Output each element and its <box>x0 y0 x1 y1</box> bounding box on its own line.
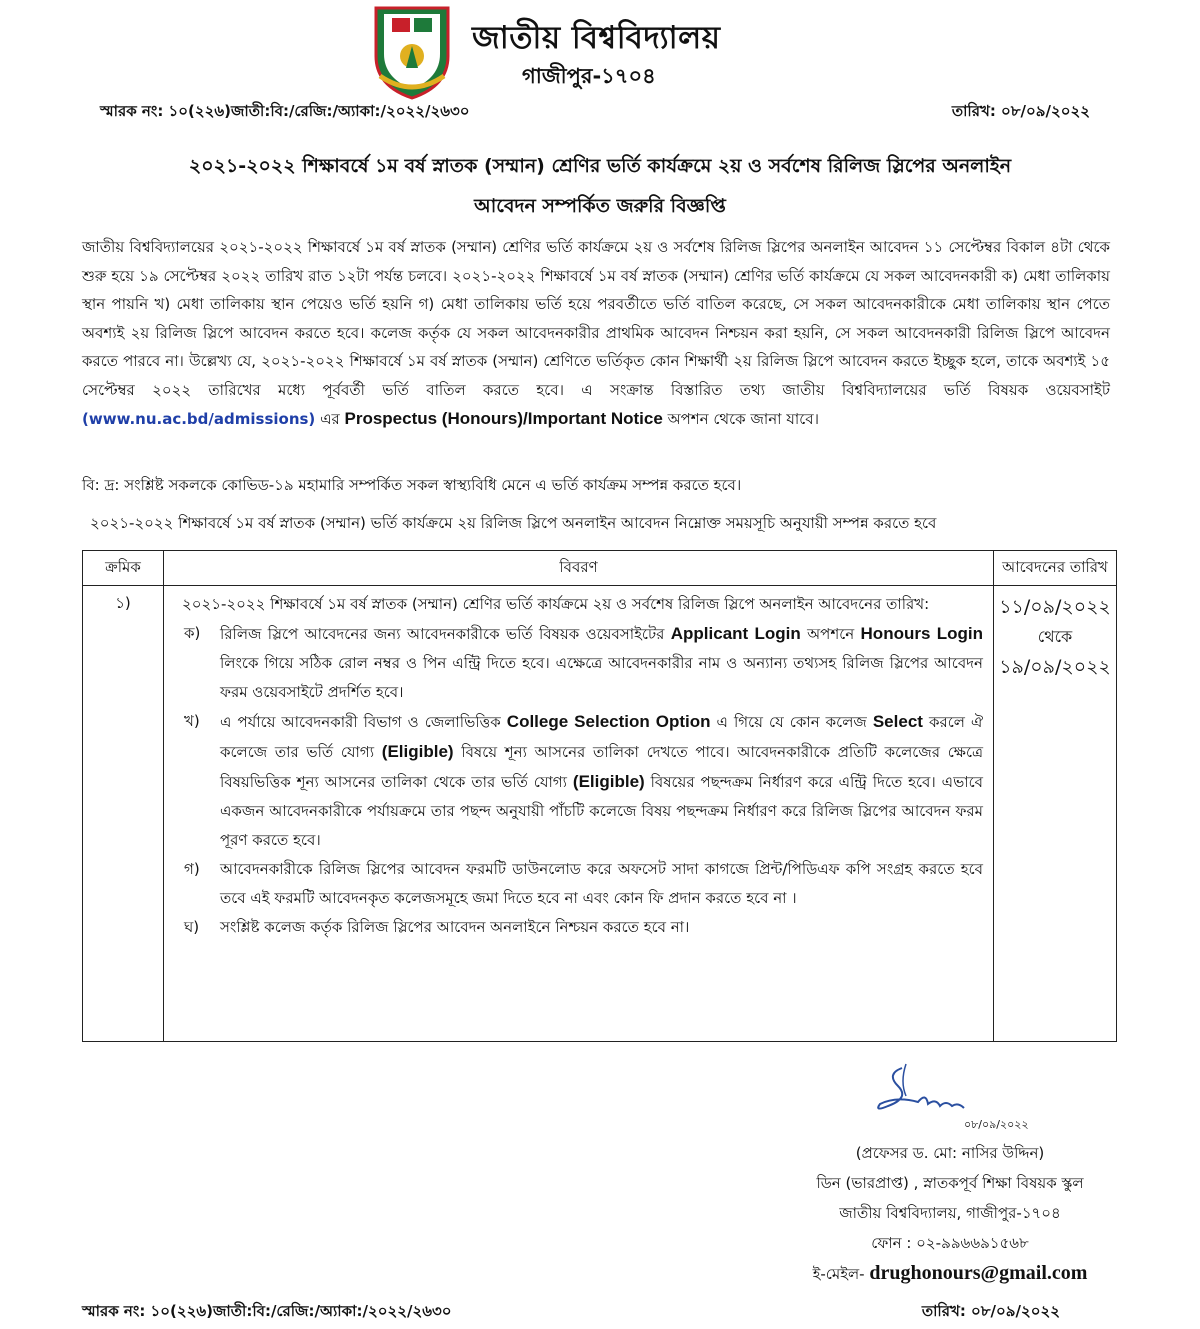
row-intro: ২০২১-২০২২ শিক্ষাবর্ষে ১ম বর্ষ স্নাতক (সম্মান) শ্রেণির ভর্তি কার্যক্রমে ২য় ও সর্বশেষ রিলিজ স্লিপে অনলাইন আবেদনের তারিখ: <box>182 595 930 613</box>
link-suffix-2: অপশন থেকে জানা যাবে। <box>662 409 820 428</box>
college-selection-text: College Selection Option <box>506 712 711 731</box>
list-item <box>182 855 983 913</box>
list-item <box>182 707 983 855</box>
honours-login-text: Honours Login <box>860 624 983 643</box>
signatory-institution: জাতীয় বিশ্ববিদ্যালয়, গাজীপুর-১৭০৪ <box>839 1204 1061 1222</box>
schedule-table <box>82 550 1117 1042</box>
memo-number: স্মারক নং: ১০(২২৬)জাতী:বি:/রেজি:/অ্যাকা:/২০২২/২৬৩০ <box>100 102 470 120</box>
header-serial: ক্রমিক <box>83 551 164 586</box>
signatory-designation: ডিন (ভারপ্রাপ্ত) , স্নাতকপূর্ব শিক্ষা বিষয়ক স্কুল <box>816 1174 1084 1192</box>
table-header-row <box>83 551 1117 586</box>
date-separator: থেকে <box>1037 627 1073 646</box>
row-dates <box>994 586 1117 1042</box>
eligible-text: (Eligible) <box>381 742 454 761</box>
notice-body <box>82 233 1110 433</box>
item-a-part-1: রিলিজ স্লিপে আবেদনের জন্য আবেদনকারীকে ভর্তি বিষয়ক ওয়েবসাইটের <box>220 625 671 643</box>
item-text: সংশ্লিষ্ট কলেজ কর্তৃক রিলিজ স্লিপের আবেদন অনলাইনে নিশ্চয়ন করতে হবে না। <box>220 918 690 936</box>
item-label: খ) <box>184 712 200 730</box>
signature <box>866 1062 976 1122</box>
item-label: ক) <box>184 624 201 642</box>
memo-date: তারিখ: ০৮/০৯/২০২২ <box>951 102 1090 120</box>
email-label: ই-মেইল- <box>812 1265 870 1283</box>
header-description: বিবরণ <box>164 551 994 586</box>
signatory-name: (প্রফেসর ড. মো: নাসির উদ্দিন) <box>855 1144 1045 1162</box>
link-suffix-1: এর <box>315 409 345 428</box>
item-b-part-3: করলে ঐ কলেজে তার ভর্তি যোগ্য <box>220 713 984 761</box>
university-logo <box>366 2 458 102</box>
signatory-email-line <box>760 1258 1140 1289</box>
admissions-link[interactable]: (www.nu.ac.bd/admissions) <box>82 409 316 428</box>
notice-title-line-2: আবেদন সম্পর্কিত জরুরি বিজ্ঞপ্তি <box>474 195 726 217</box>
table-row <box>83 586 1117 1042</box>
eligible-text: (Eligible) <box>572 772 645 791</box>
email-address[interactable]: drughonours@gmail.com <box>869 1262 1088 1284</box>
item-text <box>220 619 983 707</box>
item-a-part-2: অপশনে <box>800 625 861 643</box>
list-item <box>182 913 983 942</box>
date-to: ১৯/০৯/২০২২ <box>999 656 1111 678</box>
item-text <box>220 707 983 855</box>
applicant-login-text: Applicant Login <box>670 624 801 643</box>
signatory-phone: ফোন : ০২-৯৯৬৬৯১৫৬৮ <box>871 1234 1029 1252</box>
date-from: ১১/০৯/২০২২ <box>999 596 1111 618</box>
item-a-part-3: লিংকে গিয়ে সঠিক রোল নম্বর ও পিন এন্ট্রি দিতে হবে। এক্ষেত্রে আবেদনকারীর নাম ও অন্যান্য তথ্যসহ রিলিজ স্লিপের আবেদন ফরম ওয়েবসাইটে প্রদর্শিত হবে। <box>220 654 983 701</box>
item-b-part-4: বিষয়ে শূন্য আসনের তালিকা দেখতে পাবে। আবেদনকারীকে প্রতিটি কলেজের ক্ষেত্রে বিষয়ভিত্তিক শূন্য আসনের তালিকা থেকে তার ভর্তি যোগ্য <box>220 743 983 791</box>
notice-title-line-1: ২০২১-২০২২ শিক্ষাবর্ষে ১ম বর্ষ স্নাতক (সম্মান) শ্রেণির ভর্তি কার্যক্রমে ২য় ও সর্বশেষ রিলিজ স্লিপের অনলাইন <box>188 155 1012 177</box>
footer-memo-number: স্মারক নং: ১০(২২৬)জাতী:বি:/রেজি:/অ্যাকা:/২০২২/২৬৩০ <box>82 1302 452 1320</box>
item-label: গ) <box>184 860 200 878</box>
signatory-block <box>760 1138 1140 1289</box>
notice-title <box>100 146 1100 226</box>
item-b-part-2: এ গিয়ে যে কোন কলেজ <box>710 713 873 731</box>
footer-date: তারিখ: ০৮/০৯/২০২২ <box>921 1302 1060 1320</box>
prospectus-option: Prospectus (Honours)/Important Notice <box>344 408 663 428</box>
header-application-date: আবেদনের তারিখ <box>994 551 1117 586</box>
university-name: জাতীয় বিশ্ববিদ্যালয় <box>472 20 721 56</box>
item-label: ঘ) <box>184 918 200 936</box>
item-text: আবেদনকারীকে রিলিজ স্লিপের আবেদন ফরমটি ডাউনলোড করে অফসেট সাদা কাগজে প্রিন্ট/পিডিএফ কপি সংগ্রহ করতে হবে তবে এই ফরমটি আবেদনকৃত কলেজসমূহে জমা দিতে হবে না এবং কোন ফি প্রদান করতে হবে না । <box>220 860 983 907</box>
covid-note: বি: দ্র: সংশ্লিষ্ট সকলকে কোভিড-১৯ মহামারি সম্পর্কিত সকল স্বাস্থ্যবিধি মেনে এ ভর্তি কার্যক্রম সম্পন্ন করতে হবে। <box>82 476 742 494</box>
university-location: গাজীপুর-১৭০৪ <box>522 64 656 88</box>
select-text: Select <box>872 712 923 731</box>
signed-date: ০৮/০৯/২০২২ <box>964 1118 1029 1131</box>
list-item <box>182 619 983 707</box>
row-description <box>164 586 994 1042</box>
item-b-part-1: এ পর্যায়ে আবেদনকারী বিভাগ ও জেলাভিত্তিক <box>220 713 507 731</box>
row-serial: ১) <box>83 586 164 1042</box>
notice-body-text: জাতীয় বিশ্ববিদ্যালয়ের ২০২১-২০২২ শিক্ষাবর্ষে ১ম বর্ষ স্নাতক (সম্মান) শ্রেণির ভর্তি কার্যক্রমে ২য় ও সর্বশেষ রিলিজ স্লিপের অনলাইন আবেদন ১১ সেপ্টেম্বর বিকাল ৪টা থেকে শুরু হয়ে ১৯ সেপ্টেম্বর ২০২২ তারিখ রাত ১২টা পর্যন্ত চলবে। ২০২১-২০২২ শিক্ষাবর্ষে ১ম বর্ষ স্নাতক (সম্মান) শ্রেণির ভর্তি কার্যক্রমে যে সকল আবেদনকারী ক) মেধা তালিকায় স্থান পায়নি খ) মেধা তালিকায় স্থান পেয়েও ভর্তি হয়নি গ) মেধা তালিকায় ভর্তি হয়ে পরবর্তীতে ভর্তি বাতিল করেছে, সে সকল আবেদনকারীকে মেধা তালিকায় স্থান পেতে অবশ্যই ২য় রিলিজ স্লিপে আবেদন করতে হবে। কলেজ কর্তৃক যে সকল আবেদনকারীর প্রাথমিক আবেদন নিশ্চয়ন করা হয়নি, সে সকল আবেদনকারী রিলিজ স্লিপে আবেদন করতে পারবে না। উল্লেখ্য যে, ২০২১-২০২২ শিক্ষাবর্ষে ১ম বর্ষ স্নাতক (সম্মান) শ্রেণিতে ভর্তিকৃত কোন শিক্ষার্থী ২য় রিলিজ স্লিপে আবেদন করতে ইচ্ছুক হলে, তাকে অবশ্যই ১৫ সেপ্টেম্বর ২০২২ তারিখের মধ্যে পূর্ববর্তী ভর্তি বাতিল করতে হবে। এ সংক্রান্ত বিস্তারিত তথ্য জাতীয় বিশ্ববিদ্যালয়ের ভর্তি বিষয়ক ওয়েবসাইট <box>82 238 1110 399</box>
schedule-heading: ২০২১-২০২২ শিক্ষাবর্ষে ১ম বর্ষ স্নাতক (সম্মান) ভর্তি কার্যক্রমে ২য় রিলিজ স্লিপে অনলাইন আবেদন নিম্নোক্ত সময়সূচি অনুযায়ী সম্পন্ন করতে হবে <box>90 514 937 532</box>
item-b-part-5: বিষয়ের পছন্দক্রম নির্ধারণ করে এন্ট্রি দিতে হবে। এভাবে একজন আবেদনকারীকে পর্যায়ক্রমে তার পছন্দ অনুযায়ী পাঁচটি কলেজে বিষয় পছন্দক্রম নির্ধারণ করে রিলিজ স্লিপের আবেদন ফরম পূরণ করতে হবে। <box>220 773 983 849</box>
